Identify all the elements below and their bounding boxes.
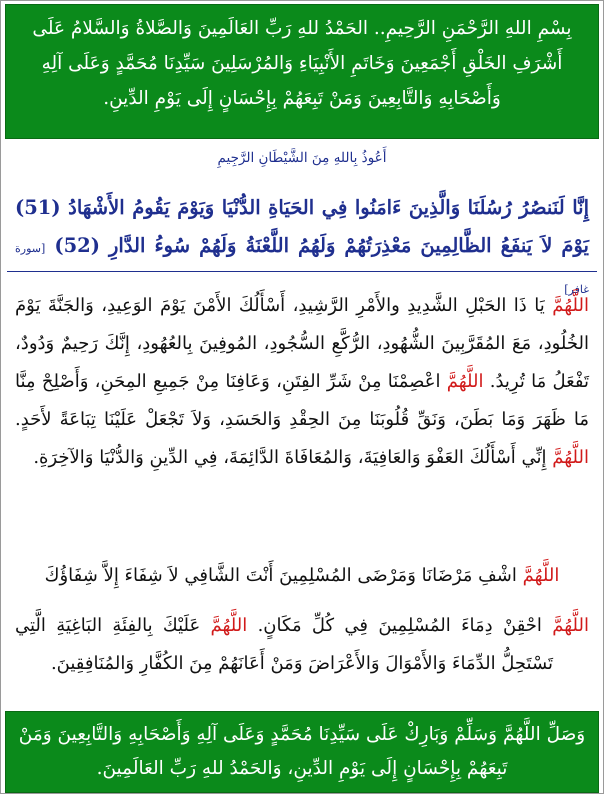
allahumma-6: اللَّهُمَّ [210, 615, 248, 636]
dua-part-3: إِنِّي أَسْأَلُكَ العَفْوَ وَالعَافِيَةَ، وَالمُعَافَاةَ الدَّائِمَةَ، فِي الدِّينِ وَالدُّنْيَا وَالآخِرَةِ. [33, 447, 547, 468]
allahumma-2: اللَّهُمَّ [446, 371, 484, 392]
section-divider [7, 271, 597, 272]
sura-reference: [سورة غافر] [15, 242, 589, 296]
verse-number-52: (52) [54, 234, 100, 257]
header-text: بِسْمِ اللهِ الرَّحْمَنِ الرَّحِيمِ.. الحَمْدُ للهِ رَبِّ العَالَمِينَ وَالصَّلاةُ وَالسَّلامُ عَلَى أَشْرَفِ الخَلْقِ أَجْمَعِينَ وَخَاتَمِ الأَنْبِيَاءِ وَالمُرْسَلِينَ سَيِّدِنَا مُحَمَّدٍ وَعَلَى آلِهِ وَأَصْحَابِهِ وَالتَّابِعِينَ وَمَنْ تَبِعَهُمْ بِإِحْسَانٍ إِلَى يَوْمِ الدِّينِ. [32, 18, 572, 109]
verse-51: إِنَّا لَنَنصُرُ رُسُلَنَا وَالَّذِينَ ءَامَنُوا فِي الحَيَاةِ الدُّنْيَا وَيَوْمَ يَقُومُ الأَشْهَادُ [68, 196, 589, 219]
dua-paragraph [15, 287, 589, 477]
dua-part-2: اعْصِمْنَا مِنْ شَرِّ الفِتَنِ، وَعَافِنَا مِنْ جَمِيعِ المِحَنِ، وَأَصْلِحْ مِنَّا مَا ظَهَرَ وَمَا بَطَنَ، وَنَقِّ قُلُوبَنَا مِنَ الحِقْدِ وَالحَسَدِ، وَلاَ تَجْعَلْ عَلَيْنَا تِبَاعَةً لأَحَدٍ. [15, 371, 589, 430]
allahumma-5: اللَّهُمَّ [552, 615, 589, 636]
taawwudh-line: أَعُوذُ بِاللهِ مِنَ الشَّيْطَانِ الرَّجِيمِ [217, 150, 387, 166]
allahumma-1: اللَّهُمَّ [552, 295, 589, 316]
protection-dua-part-1: احْقِنْ دِمَاءَ المُسْلِمِينَ فِي كُلِّ مَكَانٍ. [257, 615, 542, 636]
verse-number-51: (51) [15, 196, 61, 219]
footer-box [5, 711, 599, 793]
footer-text: وَصَلِّ اللَّهُمَّ وَسَلِّمْ وَبَارِكْ عَلَى سَيِّدِنَا مُحَمَّدٍ وَعَلَى آلِهِ وَأَصْحَابِهِ وَالتَّابِعِينَ وَمَنْ تَبِعَهُمْ بِإِحْسَانٍ إِلَى يَوْمِ الدِّينِ، وَالحَمْدُ للهِ رَبِّ العَالَمِينَ. [18, 724, 586, 779]
header-box [5, 4, 599, 139]
allahumma-3: اللَّهُمَّ [552, 447, 589, 468]
dua-part-1: يَا ذَا الحَبْلِ الشَّدِيدِ والأَمْرِ الرَّشِيدِ، أَسْأَلُكَ الأَمْنَ يَوْمَ الوَعِيدِ، وَالجَنَّةَ يَوْمَ الخُلُودِ، مَعَ المُقَرَّبِينَ الشُّهُودِ، الرُّكَّعِ السُّجُودِ، المُوفِينَ بِالعُهُودِ، إِنَّكَ رَحِيمٌ وَدُودٌ، تَفْعَلُ مَا تُرِيدُ. [15, 295, 589, 392]
healing-dua-text: اشْفِ مَرْضَانَا وَمَرْضَى المُسْلِمِينَ أَنْتَ الشَّافِي لاَ شِفَاءَ إِلاَّ شِفَاؤُكَ [44, 565, 517, 586]
healing-dua [15, 557, 589, 595]
protection-dua [15, 607, 589, 683]
verse-52: يَوْمَ لاَ يَنفَعُ الظَّالِمِينَ مَعْذِرَتُهُمْ وَلَهُمُ اللَّعْنَةُ وَلَهُمْ سُوءُ الدَّارِ [108, 234, 589, 257]
allahumma-4: اللَّهُمَّ [522, 565, 560, 586]
protection-dua-part-2: عَلَيْكَ بِالفِئَةِ البَاغِيَةِ الَّتِي تَسْتَحِلُّ الدِّمَاءَ وَالأَمْوَالَ وَالأَعْرَاضَ وَمَنْ أَعَانَهُمْ مِنَ الكُفَّارِ وَالمُنَافِقِينَ. [15, 615, 554, 674]
